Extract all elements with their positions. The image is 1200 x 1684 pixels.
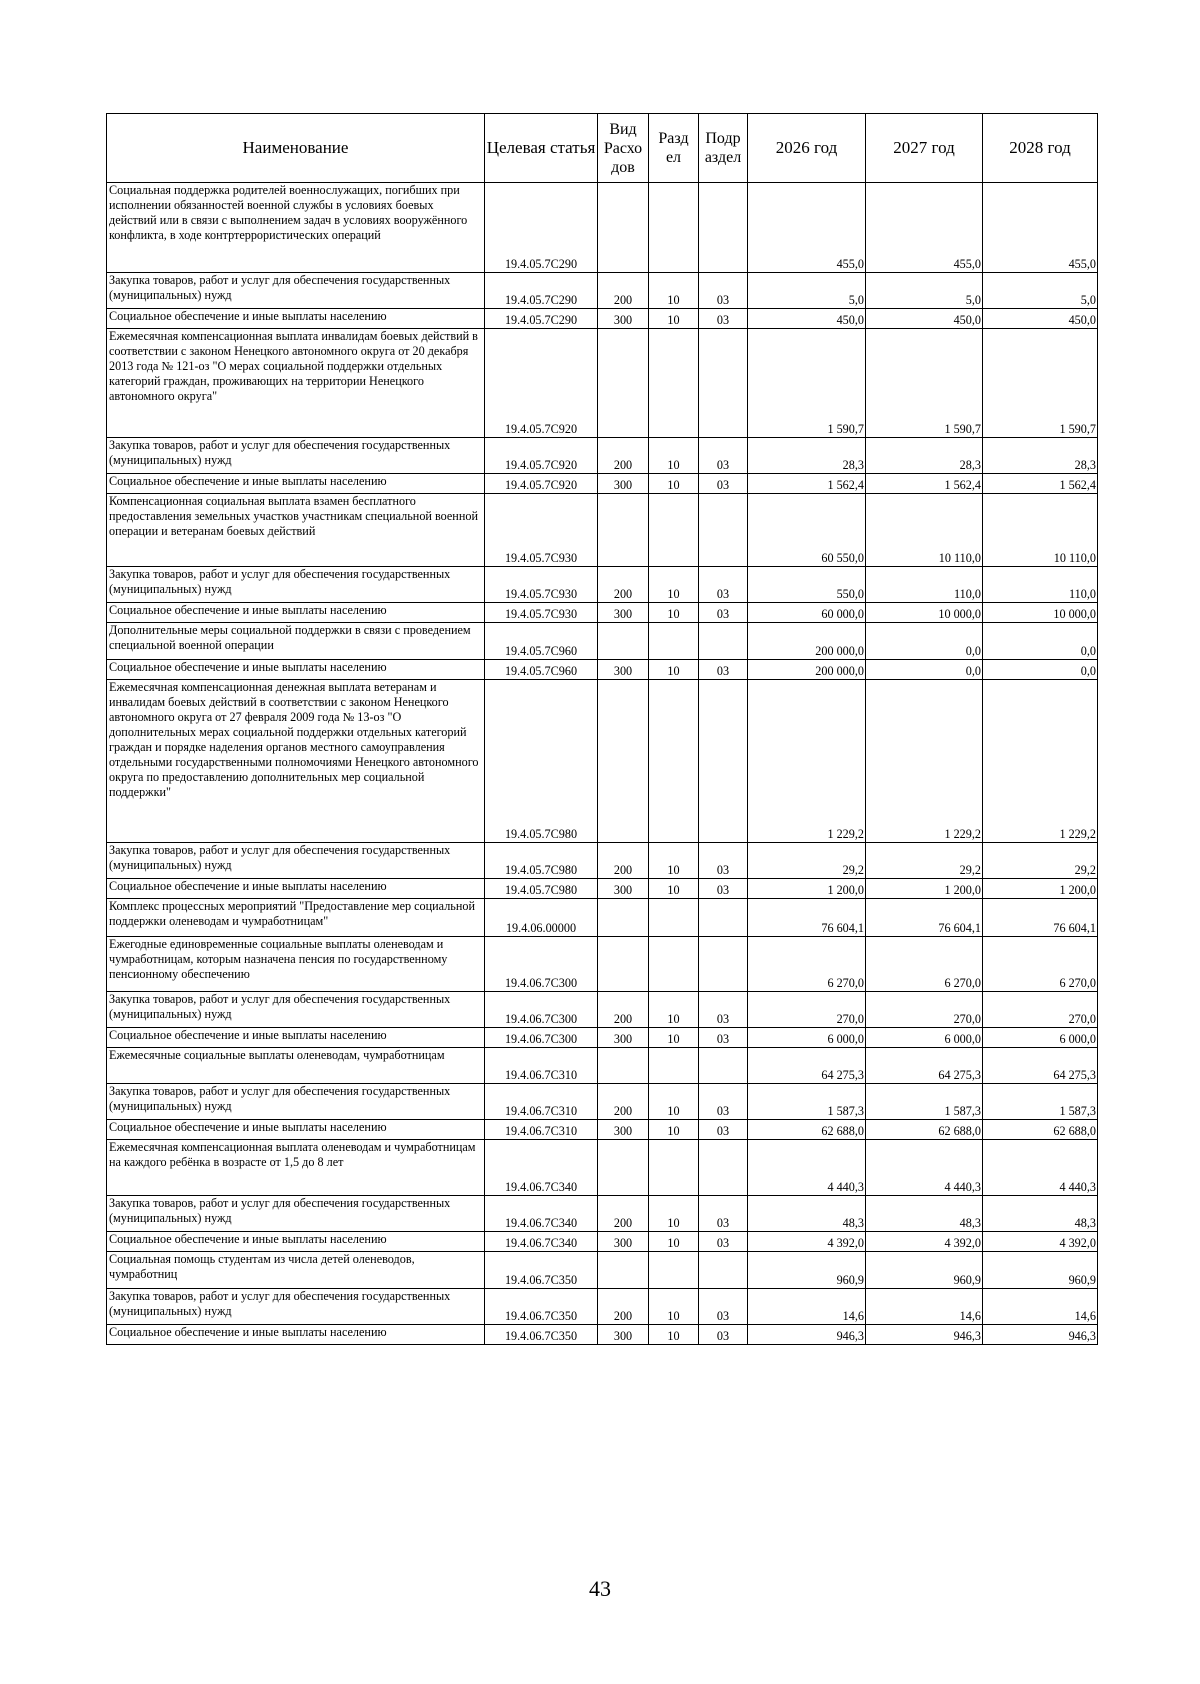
cell-subsection: 03	[699, 1084, 748, 1120]
cell-subsection: 03	[699, 438, 748, 474]
table-row	[107, 309, 1098, 329]
cell-section: 10	[649, 1196, 699, 1232]
cell-year-2027: 62 688,0	[866, 1120, 983, 1140]
cell-target-article: 19.4.05.7С290	[485, 309, 598, 329]
cell-subsection: 03	[699, 309, 748, 329]
cell-expense-type	[598, 937, 649, 992]
cell-target-article: 19.4.06.7С310	[485, 1120, 598, 1140]
cell-year-2026: 6 270,0	[748, 937, 866, 992]
cell-year-2028: 76 604,1	[983, 899, 1098, 937]
cell-target-article: 19.4.06.7С350	[485, 1325, 598, 1345]
cell-year-2026: 450,0	[748, 309, 866, 329]
cell-section	[649, 623, 699, 660]
cell-section: 10	[649, 1289, 699, 1325]
cell-target-article: 19.4.05.7С290	[485, 273, 598, 309]
table-row	[107, 1120, 1098, 1140]
cell-target-article: 19.4.05.7С980	[485, 843, 598, 879]
cell-subsection: 03	[699, 1289, 748, 1325]
cell-expense-type	[598, 329, 649, 438]
table-row	[107, 1048, 1098, 1084]
cell-year-2028: 29,2	[983, 843, 1098, 879]
cell-expense-type	[598, 680, 649, 843]
cell-expense-type: 300	[598, 1120, 649, 1140]
cell-section: 10	[649, 879, 699, 899]
cell-name: Компенсационная социальная выплата взамен бесплатного предоставления земельных участков участникам специальной военной операции и ветеранам боевых действий	[107, 494, 485, 567]
cell-target-article: 19.4.05.7С930	[485, 494, 598, 567]
cell-year-2027: 5,0	[866, 273, 983, 309]
cell-year-2027: 455,0	[866, 183, 983, 273]
cell-year-2026: 62 688,0	[748, 1120, 866, 1140]
cell-target-article: 19.4.06.7С310	[485, 1048, 598, 1084]
cell-expense-type	[598, 1252, 649, 1289]
cell-subsection: 03	[699, 992, 748, 1028]
cell-year-2028: 48,3	[983, 1196, 1098, 1232]
cell-target-article: 19.4.05.7С920	[485, 474, 598, 494]
header-year-2026: 2026 год	[748, 114, 866, 183]
cell-name: Комплекс процессных мероприятий "Предоставление мер социальной поддержки оленеводам и чумработницам"	[107, 899, 485, 937]
cell-year-2027: 960,9	[866, 1252, 983, 1289]
cell-section: 10	[649, 1084, 699, 1120]
cell-year-2026: 5,0	[748, 273, 866, 309]
cell-name: Закупка товаров, работ и услуг для обеспечения государственных (муниципальных) нужд	[107, 1289, 485, 1325]
cell-year-2027: 0,0	[866, 660, 983, 680]
cell-subsection: 03	[699, 843, 748, 879]
cell-name: Социальное обеспечение и иные выплаты населению	[107, 309, 485, 329]
table-row	[107, 273, 1098, 309]
cell-target-article: 19.4.05.7С920	[485, 329, 598, 438]
header-year-2027: 2027 год	[866, 114, 983, 183]
cell-year-2027: 1 229,2	[866, 680, 983, 843]
cell-subsection	[699, 183, 748, 273]
cell-year-2028: 1 590,7	[983, 329, 1098, 438]
cell-section	[649, 899, 699, 937]
table-row	[107, 474, 1098, 494]
cell-year-2027: 28,3	[866, 438, 983, 474]
cell-subsection	[699, 329, 748, 438]
table-row	[107, 992, 1098, 1028]
cell-name: Закупка товаров, работ и услуг для обеспечения государственных (муниципальных) нужд	[107, 438, 485, 474]
cell-year-2028: 455,0	[983, 183, 1098, 273]
cell-expense-type: 300	[598, 660, 649, 680]
table-row	[107, 937, 1098, 992]
cell-year-2028: 0,0	[983, 623, 1098, 660]
cell-subsection: 03	[699, 273, 748, 309]
cell-year-2026: 60 550,0	[748, 494, 866, 567]
cell-name: Ежемесячная компенсационная денежная выплата ветеранам и инвалидам боевых действий в соответствии с законом Ненецкого автономного округа от 27 февраля 2009 года № 13-оз "О дополнительных мерах социальной поддержки отдельных категорий граждан и порядке наделения органов местного самоуправления отдельными государственными полномочиями Ненецкого автономного округа по предоставлению дополнительных мер социальной поддержки"	[107, 680, 485, 843]
cell-expense-type	[598, 183, 649, 273]
cell-subsection: 03	[699, 1028, 748, 1048]
cell-year-2027: 6 000,0	[866, 1028, 983, 1048]
cell-name: Социальное обеспечение и иные выплаты населению	[107, 1325, 485, 1345]
cell-expense-type: 200	[598, 273, 649, 309]
cell-year-2028: 10 000,0	[983, 603, 1098, 623]
cell-year-2026: 200 000,0	[748, 660, 866, 680]
cell-section	[649, 183, 699, 273]
table-row	[107, 660, 1098, 680]
cell-name: Социальное обеспечение и иные выплаты населению	[107, 603, 485, 623]
cell-section: 10	[649, 438, 699, 474]
cell-year-2027: 1 590,7	[866, 329, 983, 438]
table-row	[107, 603, 1098, 623]
cell-year-2026: 29,2	[748, 843, 866, 879]
cell-name: Социальная поддержка родителей военнослужащих, погибших при исполнении обязанностей военной службы в условиях боевых действий или в связи с выполнением задач в условиях вооружённого конфликта, в ходе контртеррористических операций	[107, 183, 485, 273]
cell-expense-type: 200	[598, 992, 649, 1028]
table-body	[107, 183, 1098, 1345]
table-row	[107, 494, 1098, 567]
cell-year-2027: 1 200,0	[866, 879, 983, 899]
cell-expense-type	[598, 623, 649, 660]
cell-year-2028: 4 440,3	[983, 1140, 1098, 1196]
cell-target-article: 19.4.06.7С300	[485, 992, 598, 1028]
cell-subsection: 03	[699, 567, 748, 603]
cell-year-2027: 450,0	[866, 309, 983, 329]
cell-target-article: 19.4.06.7С350	[485, 1289, 598, 1325]
cell-name: Социальное обеспечение и иные выплаты населению	[107, 1120, 485, 1140]
cell-name: Ежегодные единовременные социальные выплаты оленеводам и чумработницам, которым назначена пенсия по государственному пенсионному обеспечению	[107, 937, 485, 992]
cell-year-2027: 10 110,0	[866, 494, 983, 567]
cell-year-2027: 1 587,3	[866, 1084, 983, 1120]
cell-target-article: 19.4.05.7С980	[485, 879, 598, 899]
cell-year-2028: 28,3	[983, 438, 1098, 474]
cell-target-article: 19.4.06.7С340	[485, 1140, 598, 1196]
cell-name: Закупка товаров, работ и услуг для обеспечения государственных (муниципальных) нужд	[107, 1196, 485, 1232]
cell-expense-type: 300	[598, 603, 649, 623]
cell-target-article: 19.4.06.00000	[485, 899, 598, 937]
cell-year-2026: 6 000,0	[748, 1028, 866, 1048]
header-subsection: Подр аздел	[699, 114, 748, 183]
table-row	[107, 1232, 1098, 1252]
cell-subsection: 03	[699, 660, 748, 680]
cell-name: Социальное обеспечение и иные выплаты населению	[107, 1028, 485, 1048]
cell-name: Социальная помощь студентам из числа детей оленеводов, чумработниц	[107, 1252, 485, 1289]
cell-year-2026: 1 229,2	[748, 680, 866, 843]
cell-year-2026: 64 275,3	[748, 1048, 866, 1084]
cell-name: Ежемесячные социальные выплаты оленеводам, чумработницам	[107, 1048, 485, 1084]
cell-name: Социальное обеспечение и иные выплаты населению	[107, 879, 485, 899]
table-row	[107, 1028, 1098, 1048]
cell-year-2028: 5,0	[983, 273, 1098, 309]
table-row	[107, 1252, 1098, 1289]
cell-year-2027: 0,0	[866, 623, 983, 660]
cell-year-2027: 6 270,0	[866, 937, 983, 992]
cell-target-article: 19.4.06.7С340	[485, 1232, 598, 1252]
cell-year-2026: 76 604,1	[748, 899, 866, 937]
cell-year-2027: 14,6	[866, 1289, 983, 1325]
table-row	[107, 329, 1098, 438]
header-section: Разд ел	[649, 114, 699, 183]
header-target-article: Целевая статья	[485, 114, 598, 183]
cell-target-article: 19.4.05.7С960	[485, 660, 598, 680]
cell-name: Закупка товаров, работ и услуг для обеспечения государственных (муниципальных) нужд	[107, 992, 485, 1028]
cell-subsection	[699, 1252, 748, 1289]
cell-year-2026: 550,0	[748, 567, 866, 603]
cell-year-2028: 0,0	[983, 660, 1098, 680]
cell-year-2027: 110,0	[866, 567, 983, 603]
cell-section: 10	[649, 603, 699, 623]
cell-target-article: 19.4.06.7С300	[485, 1028, 598, 1048]
cell-year-2028: 1 587,3	[983, 1084, 1098, 1120]
cell-subsection: 03	[699, 474, 748, 494]
cell-section: 10	[649, 843, 699, 879]
cell-name: Социальное обеспечение и иные выплаты населению	[107, 474, 485, 494]
cell-year-2027: 29,2	[866, 843, 983, 879]
header-year-2028: 2028 год	[983, 114, 1098, 183]
table-row	[107, 1140, 1098, 1196]
cell-target-article: 19.4.05.7С290	[485, 183, 598, 273]
table-row	[107, 843, 1098, 879]
cell-name: Закупка товаров, работ и услуг для обеспечения государственных (муниципальных) нужд	[107, 273, 485, 309]
cell-year-2028: 14,6	[983, 1289, 1098, 1325]
cell-target-article: 19.4.05.7С930	[485, 603, 598, 623]
cell-section: 10	[649, 474, 699, 494]
cell-target-article: 19.4.05.7С930	[485, 567, 598, 603]
cell-name: Дополнительные меры социальной поддержки в связи с проведением специальной военной операции	[107, 623, 485, 660]
cell-year-2027: 946,3	[866, 1325, 983, 1345]
cell-expense-type: 200	[598, 1289, 649, 1325]
cell-name: Ежемесячная компенсационная выплата инвалидам боевых действий в соответствии с законом Ненецкого автономного округа от 20 декабря 2013 года № 121-оз "О мерах социальной поддержки отдельных категорий граждан, проживающих на территории Ненецкого автономного округа"	[107, 329, 485, 438]
cell-expense-type: 300	[598, 1232, 649, 1252]
table-header-row	[107, 114, 1098, 183]
cell-year-2028: 450,0	[983, 309, 1098, 329]
cell-year-2028: 110,0	[983, 567, 1098, 603]
cell-section	[649, 494, 699, 567]
cell-expense-type	[598, 899, 649, 937]
cell-subsection: 03	[699, 1232, 748, 1252]
cell-year-2026: 960,9	[748, 1252, 866, 1289]
cell-year-2028: 1 562,4	[983, 474, 1098, 494]
cell-name: Закупка товаров, работ и услуг для обеспечения государственных (муниципальных) нужд	[107, 1084, 485, 1120]
cell-subsection: 03	[699, 1325, 748, 1345]
cell-year-2028: 6 270,0	[983, 937, 1098, 992]
cell-year-2028: 946,3	[983, 1325, 1098, 1345]
cell-year-2026: 1 562,4	[748, 474, 866, 494]
table-row	[107, 567, 1098, 603]
cell-target-article: 19.4.05.7С960	[485, 623, 598, 660]
cell-subsection	[699, 494, 748, 567]
cell-year-2026: 4 440,3	[748, 1140, 866, 1196]
cell-year-2026: 28,3	[748, 438, 866, 474]
budget-table	[106, 113, 1098, 1345]
cell-section	[649, 1252, 699, 1289]
cell-name: Закупка товаров, работ и услуг для обеспечения государственных (муниципальных) нужд	[107, 843, 485, 879]
cell-target-article: 19.4.05.7С920	[485, 438, 598, 474]
cell-subsection	[699, 1140, 748, 1196]
cell-expense-type: 300	[598, 1028, 649, 1048]
header-name: Наименование	[107, 114, 485, 183]
cell-target-article: 19.4.05.7С980	[485, 680, 598, 843]
table-row	[107, 1084, 1098, 1120]
cell-section: 10	[649, 309, 699, 329]
cell-target-article: 19.4.06.7С300	[485, 937, 598, 992]
cell-year-2028: 960,9	[983, 1252, 1098, 1289]
cell-subsection	[699, 1048, 748, 1084]
cell-target-article: 19.4.06.7С340	[485, 1196, 598, 1232]
cell-year-2026: 946,3	[748, 1325, 866, 1345]
cell-subsection	[699, 623, 748, 660]
cell-subsection: 03	[699, 1196, 748, 1232]
cell-subsection: 03	[699, 1120, 748, 1140]
cell-year-2026: 200 000,0	[748, 623, 866, 660]
cell-year-2026: 1 590,7	[748, 329, 866, 438]
cell-expense-type: 200	[598, 843, 649, 879]
cell-year-2026: 48,3	[748, 1196, 866, 1232]
page-number: 43	[589, 1576, 611, 1601]
cell-expense-type: 300	[598, 879, 649, 899]
cell-name: Закупка товаров, работ и услуг для обеспечения государственных (муниципальных) нужд	[107, 567, 485, 603]
cell-section	[649, 1140, 699, 1196]
cell-section: 10	[649, 660, 699, 680]
cell-subsection: 03	[699, 603, 748, 623]
header-expense-type: Вид Расхо дов	[598, 114, 649, 183]
cell-expense-type: 300	[598, 309, 649, 329]
table-row	[107, 1289, 1098, 1325]
cell-expense-type: 300	[598, 474, 649, 494]
cell-section: 10	[649, 1232, 699, 1252]
cell-name: Социальное обеспечение и иные выплаты населению	[107, 660, 485, 680]
cell-expense-type	[598, 1140, 649, 1196]
cell-expense-type: 300	[598, 1325, 649, 1345]
cell-subsection	[699, 899, 748, 937]
cell-name: Ежемесячная компенсационная выплата оленеводам и чумработницам на каждого ребёнка в возрасте от 1,5 до 8 лет	[107, 1140, 485, 1196]
table-row	[107, 879, 1098, 899]
cell-year-2027: 4 392,0	[866, 1232, 983, 1252]
cell-section	[649, 329, 699, 438]
cell-year-2026: 1 587,3	[748, 1084, 866, 1120]
cell-section: 10	[649, 1028, 699, 1048]
cell-section: 10	[649, 273, 699, 309]
cell-expense-type: 200	[598, 567, 649, 603]
cell-year-2027: 76 604,1	[866, 899, 983, 937]
cell-year-2028: 4 392,0	[983, 1232, 1098, 1252]
cell-section	[649, 1048, 699, 1084]
table-row	[107, 1196, 1098, 1232]
table-row	[107, 623, 1098, 660]
cell-year-2028: 1 229,2	[983, 680, 1098, 843]
cell-section: 10	[649, 992, 699, 1028]
cell-year-2026: 1 200,0	[748, 879, 866, 899]
table-row	[107, 1325, 1098, 1345]
cell-section: 10	[649, 1325, 699, 1345]
cell-expense-type: 200	[598, 1084, 649, 1120]
cell-expense-type	[598, 1048, 649, 1084]
table-row	[107, 680, 1098, 843]
cell-year-2027: 10 000,0	[866, 603, 983, 623]
cell-section: 10	[649, 567, 699, 603]
cell-expense-type: 200	[598, 1196, 649, 1232]
cell-year-2027: 270,0	[866, 992, 983, 1028]
cell-year-2026: 270,0	[748, 992, 866, 1028]
cell-year-2027: 48,3	[866, 1196, 983, 1232]
cell-subsection	[699, 937, 748, 992]
cell-target-article: 19.4.06.7С310	[485, 1084, 598, 1120]
cell-section	[649, 680, 699, 843]
cell-expense-type	[598, 494, 649, 567]
cell-year-2026: 14,6	[748, 1289, 866, 1325]
cell-year-2026: 4 392,0	[748, 1232, 866, 1252]
cell-year-2028: 1 200,0	[983, 879, 1098, 899]
cell-year-2026: 60 000,0	[748, 603, 866, 623]
cell-year-2027: 64 275,3	[866, 1048, 983, 1084]
cell-target-article: 19.4.06.7С350	[485, 1252, 598, 1289]
cell-year-2027: 1 562,4	[866, 474, 983, 494]
cell-year-2027: 4 440,3	[866, 1140, 983, 1196]
cell-year-2028: 64 275,3	[983, 1048, 1098, 1084]
cell-year-2028: 62 688,0	[983, 1120, 1098, 1140]
cell-year-2028: 270,0	[983, 992, 1098, 1028]
cell-subsection	[699, 680, 748, 843]
cell-subsection: 03	[699, 879, 748, 899]
table-row	[107, 183, 1098, 273]
cell-year-2028: 6 000,0	[983, 1028, 1098, 1048]
table-row	[107, 899, 1098, 937]
table-row	[107, 438, 1098, 474]
cell-year-2026: 455,0	[748, 183, 866, 273]
cell-section	[649, 937, 699, 992]
cell-year-2028: 10 110,0	[983, 494, 1098, 567]
cell-section: 10	[649, 1120, 699, 1140]
cell-expense-type: 200	[598, 438, 649, 474]
cell-name: Социальное обеспечение и иные выплаты населению	[107, 1232, 485, 1252]
